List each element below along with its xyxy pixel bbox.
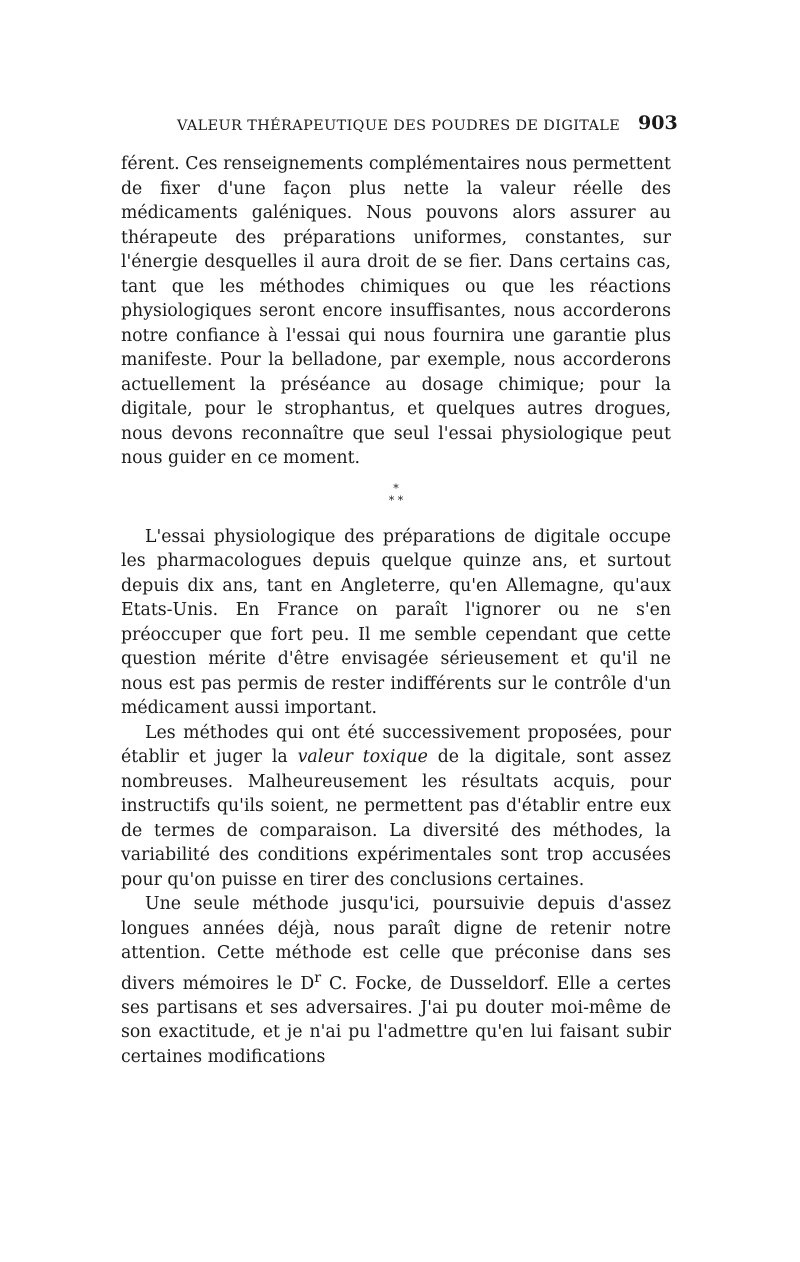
paragraph-seule-methode-part1: Une seule méthode jusqu'ici, poursuivie depuis d'assez longues années déjà, nous paraît digne de retenir notre attention. Cette méthode est celle que préconise dans ses divers mémoires le D [121,894,671,994]
asterism-bottom: * * [388,493,404,507]
section-separator-asterism [121,483,671,507]
paragraph-seule-methode [121,892,671,1069]
asterism-top: * [393,481,399,495]
superscript-r: r [314,969,322,986]
paragraph-methodes [121,721,671,893]
paragraph-continuation: férent. Ces renseignements complémentaires nous permettent de fixer d'une façon plus nette la valeur réelle des médicaments galéniques. Nous pouvons alors assurer au thérapeute des préparations uniformes, constantes, sur l'énergie desquelles il aura droit de se fier. Dans certains cas, tant que les méthodes chimiques ou que les réactions physiologiques seront encore insuffisantes, nous accorderons notre confiance à l'essai qui nous fournira une garantie plus manifeste. Pour la belladone, par exemple, nous accorderons actuellement la préséance au dosage chimique; pour la digitale, pour le strophantus, et quelques autres drogues, nous devons reconnaître que seul l'essai physiologique peut nous guider en ce moment. [121,154,671,468]
body-text [121,152,671,1069]
italic-valeur-toxique: valeur toxique [297,747,428,767]
paragraph-methodes-part2: de la digitale, sont assez nombreuses. Malheureusement les résultats acquis, pour instructifs qu'ils soient, ne permettent pas d'établir entre eux de termes de comparaison. La diversité des méthodes, la variabilité des conditions expérimentales sont trop accusées pour qu'on puisse en tirer des conclusions certaines. [121,747,671,890]
paragraph-methodes-part1: Les méthodes qui ont été successivement proposées, pour établir et juger la [121,722,671,767]
paragraph-essai-physiologique: L'essai physiologique des préparations de digitale occupe les pharmacologues depuis quelque quinze ans, et surtout depuis dix ans, tant en Angleterre, qu'en Allemagne, qu'aux Etats-Unis. En France on paraît l'ignorer ou ne s'en préoccuper que fort peu. Il me semble cependant que cette question mérite d'être envisagée sérieusement et qu'il ne nous est pas permis de rester indifférents sur le contrôle d'un médicament aussi important. [121,526,671,718]
page-number: 903 [638,112,678,134]
paragraph-seule-methode-part2: C. Focke, de Dusseldorf. Elle a certes ses partisans et ses adversaires. J'ai pu douter moi-même de son exactitude, et je n'ai pu l'admettre qu'en lui faisant subir certaines modifications [121,973,671,1067]
running-header-title: VALEUR THÉRAPEUTIQUE DES POUDRES DE DIGITALE [177,118,621,134]
